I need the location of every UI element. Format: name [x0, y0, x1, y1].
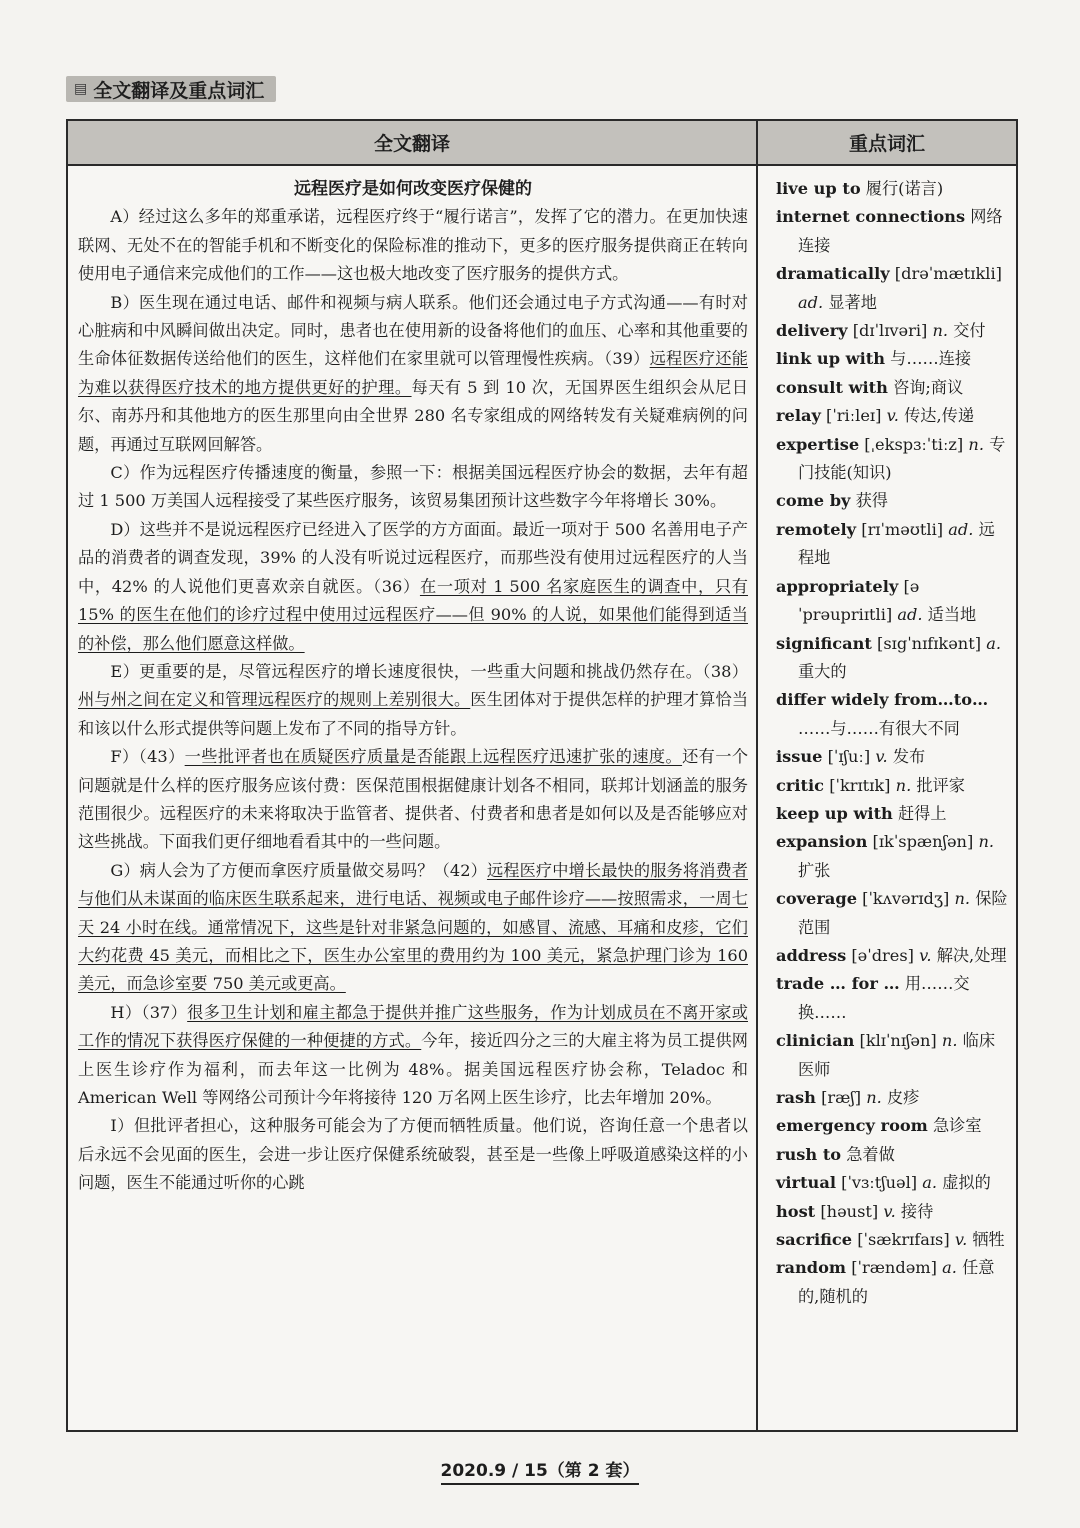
vocab-phonetic: [əˈprəupriɪtli]	[798, 576, 920, 625]
vocab-definition: 网络连接	[798, 207, 1003, 255]
paragraph-text: A）经过这么多年的郑重承诺，远程医疗终于“履行诺言”，发挥了它的潜力。在更加快速联网、无处不在的智能手机和不断变化的保险标准的推动下，更多的医疗服务提供商正在转向使用电子通信来完成他们的工作——这也极大地改变了医疗服务的提供方式。	[78, 207, 748, 284]
vocab-term: consult with	[776, 377, 888, 397]
vocab-part-of-speech: a.	[986, 633, 1002, 653]
vocab-phonetic: [həust]	[820, 1201, 879, 1221]
vocab-entry	[776, 686, 1008, 743]
underlined-answer-text: 很多卫生计划和雇主都急于提供并推广这些服务，作为计划成员在不离开家或工作的情况下获得医疗保健的一种便捷的方式。	[78, 1002, 748, 1051]
vocab-definition: 远程地	[798, 519, 995, 568]
vocab-definition: 获得	[855, 491, 888, 511]
vocab-entry	[776, 573, 1008, 630]
vocab-term: delivery	[776, 321, 848, 341]
vocab-definition: 与……连接	[890, 349, 972, 369]
vocab-phonetic: [ˈɪʃuː]	[827, 747, 871, 767]
vocab-definition: 急诊室	[932, 1116, 982, 1136]
vocab-phonetic: [ˌekspɜːˈtiːz]	[864, 434, 964, 454]
paragraph-text: 医生团体对于提供怎样的护理才算恰当和该以什么形式提供等问题上发布了不同的指导方针。	[78, 690, 749, 738]
vocab-term: random	[776, 1258, 847, 1278]
section-tab-label: 全文翻译及重点词汇	[93, 79, 265, 102]
vocab-phonetic: [dɪˈlɪvəri]	[852, 321, 928, 341]
vocab-part-of-speech: v.	[886, 406, 899, 426]
underlined-answer-text: 远程医疗中增长最快的服务将消费者与他们从未谋面的临床医生联系起来，进行电话、视频或电子邮件诊疗——按照需求，一周七天 24 小时在线。通常情况下，这些是针对非紧急问题的，如感冒、流感、耳痛和皮疹，它们大约花费 45 美元，而相比之下，医生办公室里的费用约为 100 美元，紧急护理门诊为 160 美元，而急诊室要 750 美元或更高。	[78, 860, 748, 994]
section-tab	[66, 76, 276, 102]
vocab-entry	[776, 1027, 1008, 1084]
vocab-part-of-speech: n.	[941, 1031, 958, 1051]
vocab-term: internet connections	[776, 207, 966, 227]
vocab-term: coverage	[776, 889, 857, 909]
vocab-part-of-speech: v.	[954, 1230, 968, 1250]
vocab-term: expansion	[776, 832, 868, 852]
vocab-entry	[776, 374, 1008, 402]
vocab-term: emergency room	[776, 1116, 928, 1136]
vocab-term: significant	[776, 633, 872, 653]
vocab-definition: 任意的,随机的	[798, 1258, 995, 1306]
vocab-entry	[776, 630, 1008, 687]
vocab-part-of-speech: a.	[922, 1173, 938, 1193]
vocab-term: virtual	[776, 1173, 836, 1193]
vocab-term: clinician	[776, 1031, 855, 1051]
vocab-definition: 发布	[892, 747, 926, 767]
paragraph-text: G）病人会为了方便而拿医疗质量做交易吗？（42）	[110, 860, 487, 880]
vocab-definition: 临床医师	[798, 1031, 996, 1079]
vocab-part-of-speech: ad.	[948, 519, 974, 539]
vocab-part-of-speech: a.	[942, 1258, 957, 1278]
paragraph-text: 每天有 5 到 10 次，无国界医生组织会从尼日尔、南苏丹和其他地方的医生那里向由全世界 280 名专家组成的网络转发有关疑难病例的问题，再通过互联网回解答。	[78, 377, 749, 454]
vocab-definition: 交付	[953, 321, 986, 341]
vocab-entry	[776, 175, 1008, 203]
underlined-answer-text: 远程医疗还能为难以获得医疗技术的地方提供更好的护理。	[78, 349, 748, 397]
paragraph-text: D）这些并不是说远程医疗已经进入了医学的方方面面。最近一项对于 500 名善用电子产品的消费者的调查发现，39% 的人没有听说过远程医疗，而那些没有使用过远程医疗的人当中，42% 的人说他们更喜欢亲自就医。（36）	[78, 519, 748, 596]
vocab-phonetic: [ˈriːleɪ]	[826, 406, 882, 426]
vocab-entry	[776, 942, 1008, 970]
vocab-header: 重点词汇	[758, 121, 1016, 164]
vocab-entry	[776, 1112, 1008, 1140]
vocab-term: live up to	[776, 179, 861, 198]
translation-paragraph	[78, 658, 748, 743]
vocab-term: issue	[776, 747, 823, 767]
vocab-definition: 专门技能(知识)	[798, 434, 1006, 483]
vocab-term: remotely	[776, 519, 857, 539]
vocab-part-of-speech: n.	[954, 889, 971, 909]
vocab-part-of-speech: v.	[875, 747, 888, 767]
vocab-entry	[776, 516, 1008, 573]
vocab-definition: 虚拟的	[942, 1173, 991, 1193]
vocab-definition: 重大的	[798, 661, 847, 681]
vocab-term: trade … for …	[776, 974, 900, 994]
column-divider	[756, 121, 758, 1430]
vocab-phonetic: [drəˈmætɪkli]	[894, 264, 1002, 284]
translation-header: 全文翻译	[68, 121, 756, 164]
vocab-phonetic: [ˈkʌvərɪdʒ]	[862, 889, 950, 909]
vocab-definition: 批评家	[916, 775, 965, 795]
page-footer	[0, 1456, 1080, 1481]
translation-paragraph	[78, 857, 748, 999]
underlined-answer-text: 一些批评者也在质疑医疗质量是否能跟上远程医疗迅速扩张的速度。	[184, 747, 683, 767]
vocab-definition: 保险范围	[798, 889, 1008, 937]
vocab-term: dramatically	[776, 264, 890, 284]
vocab-part-of-speech: n.	[866, 1088, 882, 1107]
vocab-list	[776, 175, 1008, 1311]
vocab-term: rash	[776, 1088, 816, 1107]
vocab-entry	[776, 828, 1008, 885]
vocab-entry	[776, 1254, 1008, 1311]
vocab-entry	[776, 1141, 1008, 1169]
paragraph-text: C）作为远程医疗传播速度的衡量，参照一下：根据美国远程医疗协会的数据，去年有超过 1 500 万美国人远程接受了某些医疗服务，该贸易集团预计这些数字今年将增长 30%。	[78, 463, 748, 511]
vocab-term: come by	[776, 491, 851, 511]
vocab-entry	[776, 487, 1008, 515]
translation-paragraph	[78, 516, 748, 658]
vocab-definition: 用……交换……	[798, 974, 970, 1022]
vocab-definition: 适当地	[927, 605, 977, 625]
underlined-answer-text: 州与州之间在定义和管理远程医疗的规则上差别很大。	[78, 690, 471, 710]
vocab-phonetic: [ɪkˈspænʃən]	[872, 832, 974, 852]
vocab-definition: 皮疹	[886, 1088, 920, 1107]
underlined-answer-text: 在一项对 1 500 名家庭医生的调查中，只有 15% 的医生在他们的诊疗过程中使用过远程医疗——但 90% 的人说，如果他们能得到适当的补偿，那么他们愿意这样做。	[78, 576, 748, 653]
vocab-term: keep up with	[776, 803, 893, 823]
vocab-entry	[776, 1084, 1008, 1112]
translation-paragraph	[78, 999, 748, 1113]
book-icon: ▤	[74, 81, 88, 97]
vocab-entry	[776, 203, 1008, 260]
vocab-term: appropriately	[776, 576, 899, 596]
paragraph-text: 今年，接近四分之三的大雇主将为员工提供网上医生诊疗作为福利，而去年这一比例为 48%。据美国远程医疗协会称，Teladoc 和 American Well 等网络公司预计今年将接待 120 万名网上医生诊疗，比去年增加 20%。	[78, 1031, 748, 1107]
vocab-phonetic: [əˈdres]	[851, 945, 914, 965]
vocab-part-of-speech: n.	[978, 832, 995, 852]
paragraph-text: B）医生现在通过电话、邮件和视频与病人联系。他们还会通过电子方式沟通——有时对心脏病和中风瞬间做出决定。同时，患者也在使用新的设备将他们的血压、心率和其他重要的生命体征数据传送给他们的医生，这样他们在家里就可以管理慢性疾病。（39）	[78, 292, 748, 369]
translation-paragraphs	[78, 203, 748, 1197]
page-number: 2020.9 / 15（第 2 套）	[441, 1461, 640, 1485]
vocab-definition: 牺牲	[972, 1230, 1005, 1250]
vocab-entry	[776, 772, 1008, 800]
translation-paragraph	[78, 1112, 748, 1197]
vocab-entry	[776, 743, 1008, 771]
vocab-entry	[776, 800, 1008, 828]
vocab-entry	[776, 885, 1008, 942]
vocab-definition: 急着做	[846, 1144, 895, 1164]
vocab-term: address	[776, 945, 847, 965]
vocab-part-of-speech: n.	[932, 321, 949, 341]
vocab-entry	[776, 1198, 1008, 1226]
vocab-entry	[776, 1226, 1008, 1254]
vocab-phonetic: [ˈvɜːtʃuəl]	[841, 1173, 918, 1193]
vocab-phonetic: [klɪˈnɪʃən]	[859, 1031, 937, 1051]
vocab-definition: 赶得上	[897, 803, 947, 823]
vocab-term: host	[776, 1201, 816, 1221]
vocab-entry	[776, 970, 1008, 1027]
vocab-term: rush to	[776, 1144, 842, 1164]
vocab-term: critic	[776, 775, 825, 795]
vocab-entry	[776, 345, 1008, 373]
translation-paragraph	[78, 459, 748, 516]
vocab-definition: 履行(诺言)	[865, 179, 944, 198]
paragraph-text: I）但批评者担心，这种服务可能会为了方便而牺牲质量。他们说，咨询任意一个患者以后永远不会见面的医生，会进一步让医疗保健系统破裂，甚至是一些像上呼吸道感染这样的小问题，医生不能通过听你的心跳	[78, 1116, 748, 1193]
translation-table	[66, 119, 1018, 1432]
translation-paragraph	[78, 743, 748, 857]
translation-paragraph	[78, 289, 748, 459]
vocab-phonetic: [ˈsækrɪfaɪs]	[857, 1230, 950, 1250]
vocab-term: sacrifice	[776, 1230, 853, 1250]
vocab-part-of-speech: v.	[919, 945, 932, 965]
vocab-entry	[776, 1169, 1008, 1197]
vocab-definition: 接待	[900, 1201, 934, 1221]
vocab-phonetic: [rɪˈməʊtli]	[861, 519, 944, 539]
paragraph-text: E）更重要的是，尽管远程医疗的增长速度很快，一些重大问题和挑战仍然存在。（38）	[110, 661, 748, 681]
vocab-part-of-speech: ad.	[798, 292, 824, 312]
vocab-definition: 解决,处理	[936, 945, 1007, 965]
vocab-phonetic: [ræʃ]	[821, 1088, 862, 1107]
vocab-definition: 显著地	[828, 292, 877, 312]
vocab-phonetic: [sɪgˈnɪfɪkənt]	[877, 633, 982, 653]
vocab-term: expertise	[776, 434, 860, 454]
vocab-term: differ widely from…to…	[776, 690, 989, 710]
paragraph-text: 还有一个问题就是什么样的医疗服务应该付费：医保范围根据健康计划各不相同，联邦计划涵盖的服务范围很少。远程医疗的未来将取决于监管者、提供者、付费者和患者是如何以及是否能够应对这些挑战。下面我们更仔细地看看其中的一些问题。	[78, 747, 749, 852]
vocab-phonetic: [ˈrændəm]	[851, 1258, 937, 1278]
vocab-definition: ……与……有很大不同	[798, 718, 960, 738]
vocab-entry	[776, 402, 1008, 430]
vocab-term: relay	[776, 406, 821, 426]
vocab-part-of-speech: n.	[968, 434, 984, 454]
vocab-entry	[776, 431, 1008, 488]
translation-title: 远程医疗是如何改变医疗保健的	[294, 179, 532, 199]
vocab-definition: 传达,传递	[904, 406, 975, 426]
vocab-part-of-speech: n.	[895, 775, 912, 795]
translation-paragraph	[78, 203, 748, 288]
vocab-part-of-speech: v.	[883, 1201, 896, 1221]
vocab-definition: 扩张	[798, 860, 831, 880]
header-divider	[68, 164, 1016, 166]
vocab-entry	[776, 260, 1008, 317]
vocab-entry	[776, 317, 1008, 345]
paragraph-text: F）（43）	[110, 747, 185, 767]
translation-column	[78, 175, 748, 1198]
vocab-phonetic: [ˈkrɪtɪk]	[829, 775, 891, 795]
paragraph-text: H）（37）	[110, 1002, 188, 1022]
vocab-term: link up with	[776, 349, 885, 369]
vocab-part-of-speech: ad.	[897, 605, 923, 625]
vocab-definition: 咨询;商议	[893, 377, 964, 397]
